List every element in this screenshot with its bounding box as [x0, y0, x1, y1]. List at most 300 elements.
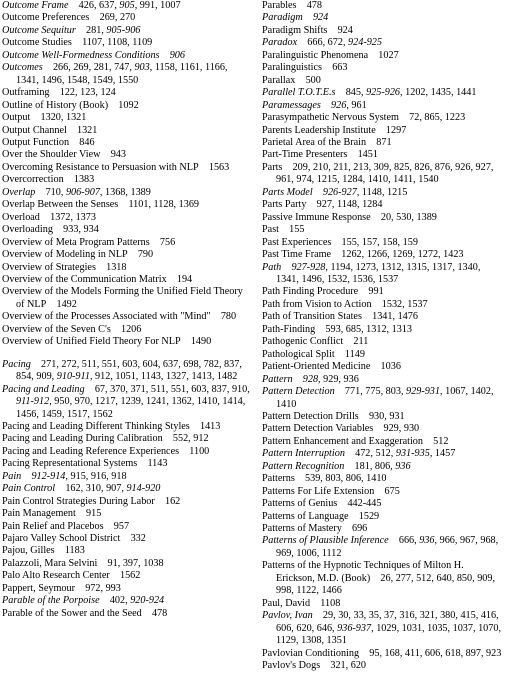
index-entry: [262, 386, 504, 411]
index-term: Parables: [262, 0, 297, 11]
index-entry: [2, 508, 250, 520]
page-ref: 1321: [76, 124, 98, 136]
page-ref: 663: [332, 62, 348, 74]
index-entry: [262, 199, 504, 211]
index-page-refs: [289, 224, 304, 235]
index-entry: [2, 483, 250, 495]
index-page-refs: [106, 262, 126, 273]
page-ref: 675: [384, 485, 400, 497]
index-page-refs: [303, 374, 359, 385]
index-page-refs: [138, 249, 153, 260]
index-entry: [2, 359, 250, 384]
page-ref: 1383: [73, 174, 95, 186]
page-ref: , 1158, 1161, 1166, 1341, 1496, 1548, 1549, 1550: [16, 62, 228, 86]
index-term: Output: [2, 112, 31, 124]
index-term: Paradigm Shifts: [262, 24, 328, 36]
index-term: Pathological Split: [262, 348, 335, 360]
page-ref: 972, 993: [85, 582, 121, 594]
index-entry: [262, 523, 504, 535]
index-page-refs: [345, 349, 365, 360]
page-ref: 903: [134, 62, 150, 74]
index-term: Parable of the Porpoise: [2, 595, 100, 607]
index-term: Pacing and Leading Different Thinking Styles: [2, 420, 190, 432]
index-entry: [2, 595, 250, 607]
index-term: Outcome Frame: [2, 0, 69, 11]
page-ref: 1490: [190, 336, 212, 348]
index-term: Overview of the Processes Associated with "Mind": [2, 311, 211, 323]
index-term: Paradigm: [262, 12, 303, 24]
index-entry: [262, 610, 504, 647]
index-page-refs: [355, 461, 411, 472]
index-term: Overview of Modeling in NLP: [2, 249, 128, 261]
page-ref: 1451: [357, 149, 378, 161]
index-page-refs: [381, 212, 437, 223]
page-ref: 426, 637,: [78, 0, 120, 11]
page-ref: 155: [289, 224, 305, 236]
index-term: Overview of Strategies: [2, 261, 96, 273]
index-page-refs: [369, 411, 405, 422]
index-entry: [262, 411, 504, 423]
page-ref: 710,: [45, 186, 66, 198]
index-entry: [2, 50, 250, 62]
page-ref: 478: [151, 607, 168, 619]
index-term: Overcoming Resistance to Persuasion with NLP: [2, 161, 199, 173]
index-entry: [262, 100, 504, 112]
page-ref: 756: [159, 236, 176, 248]
index-page-refs: [409, 112, 465, 123]
page-ref: 1492: [56, 298, 77, 310]
page-ref: 155, 157, 158, 159: [341, 236, 418, 248]
index-page-refs: [16, 359, 242, 382]
page-ref: 1101, 1128, 1369: [128, 199, 200, 211]
page-ref: , 1067, 1402, 1410: [276, 386, 494, 410]
index-page-refs: [170, 50, 185, 61]
index-entries-left-top: [2, 0, 250, 349]
page-ref: 95, 168, 411, 606, 618, 897, 923: [369, 647, 502, 659]
page-ref: 910-911: [56, 371, 90, 383]
index-entry: [2, 608, 250, 620]
page-ref: 162: [164, 495, 181, 507]
index-page-refs: [358, 149, 378, 160]
index-entry: [262, 374, 504, 386]
index-term: Outcome Preferences: [2, 12, 90, 24]
index-page-refs: [378, 50, 398, 61]
index-entry: [2, 311, 250, 323]
index-page-refs: [118, 100, 138, 111]
index-term: Pacing and Leading During Calibration: [2, 433, 163, 445]
index-term: Pain Control Strategies During Labor: [2, 495, 155, 507]
index-page-refs: [79, 0, 181, 11]
page-ref: 500: [305, 74, 321, 86]
index-entry: [2, 62, 250, 87]
index-term: Outcome Studies: [2, 37, 72, 49]
index-entry: [2, 87, 250, 99]
index-term: Path of Transition States: [262, 311, 362, 323]
page-ref: 771, 775, 803,: [344, 386, 407, 398]
index-term: Pajou, Gilles: [2, 545, 55, 557]
index-entry: [2, 324, 250, 336]
index-page-refs: [120, 570, 140, 581]
index-page-refs: [110, 595, 164, 606]
index-entry: [2, 199, 250, 211]
page-ref: 911-912: [16, 396, 50, 408]
index-entry: [2, 521, 250, 533]
index-page-refs: [85, 583, 121, 594]
page-ref: 1100: [189, 445, 210, 457]
index-entry: [262, 25, 504, 37]
index-term: Outframing: [2, 87, 50, 99]
index-entry: [2, 336, 250, 348]
page-ref: 924: [337, 24, 353, 36]
page-ref: 1318: [106, 261, 127, 273]
page-ref: 1563: [208, 161, 230, 173]
index-entry: [262, 361, 504, 373]
index-term: Output Channel: [2, 124, 67, 136]
index-term: Path Finding Procedure: [262, 286, 359, 298]
index-entry: [262, 87, 504, 99]
page-ref: 266, 269, 281, 747,: [52, 62, 135, 74]
index-term: Overlap Between the Senses: [2, 199, 119, 211]
index-entry: [2, 187, 250, 199]
index-term: Patterns of Genius: [262, 498, 338, 510]
index-entry: [262, 286, 504, 298]
page-ref: 780: [220, 311, 237, 323]
page-ref: 906: [169, 49, 185, 61]
index-term: Pajaro Valley School District: [2, 533, 121, 545]
page-ref: 122, 123, 124: [59, 87, 116, 99]
index-page-refs: [382, 299, 428, 310]
index-page-refs: [306, 75, 321, 86]
index-term: Path from Vision to Action: [262, 298, 372, 310]
page-ref: 920-924: [130, 595, 165, 607]
index-term: Past Experiences: [262, 236, 332, 248]
page-ref: 924: [312, 12, 329, 24]
page-ref: 924-925: [348, 37, 382, 49]
index-term: Parts Model: [262, 186, 313, 198]
page-ref: 67, 370, 371, 511, 551, 603, 837, 910,: [94, 383, 250, 395]
page-ref: 20, 530, 1389: [380, 211, 437, 223]
index-entry: [2, 12, 250, 24]
page-ref: 991: [368, 286, 384, 298]
index-term: Palo Alto Research Center: [2, 570, 110, 582]
index-term: Overlap: [2, 186, 36, 198]
index-entry: [262, 162, 504, 187]
index-page-refs: [386, 125, 406, 136]
page-ref: 926: [331, 99, 347, 111]
page-ref: 905: [119, 0, 135, 11]
index-page-refs: [276, 162, 493, 185]
index-entry: [2, 286, 250, 311]
index-page-refs: [114, 521, 129, 532]
index-term: Paralinguistics: [262, 62, 322, 74]
index-term: Pattern Recognition: [262, 460, 345, 472]
index-entry: [2, 249, 250, 261]
index-term: Outcome Well-Formedness Conditions: [2, 49, 160, 61]
index-page-refs: [346, 87, 477, 98]
index-entry: [262, 535, 504, 560]
page-ref: 871: [376, 136, 392, 148]
index-term: Parts: [262, 161, 283, 173]
index-term: Parents Leadership Institute: [262, 124, 376, 136]
index-entry: [262, 149, 504, 161]
page-ref: 512: [433, 435, 449, 447]
index-entry: [262, 598, 504, 610]
index-entry: [2, 212, 250, 224]
index-term: Overview of the Communication Matrix: [2, 273, 167, 285]
index-entry: [262, 486, 504, 498]
index-entry: [262, 50, 504, 62]
index-entry: [2, 262, 250, 274]
index-page-refs: [77, 125, 97, 136]
index-entry: [262, 648, 504, 660]
index-entry: [262, 12, 504, 24]
index-term: Paralinguistic Phenomena: [262, 49, 369, 61]
index-page-refs: [332, 62, 347, 73]
page-ref: 666, 672,: [307, 37, 349, 49]
index-page-refs: [63, 224, 99, 235]
index-page-refs: [74, 174, 94, 185]
page-ref: 26, 277, 512, 640, 850, 909, 998, 1122, 1466: [276, 572, 496, 597]
index-entry: [262, 212, 504, 224]
index-term: Overloading: [2, 224, 53, 236]
index-term: Pain Relief and Placebos: [2, 520, 104, 532]
index-entry: [2, 100, 250, 112]
index-term: Part-Time Presenters: [262, 149, 348, 161]
index-page-refs: [173, 433, 209, 444]
index-entry: [262, 560, 504, 597]
page-ref: 1262, 1266, 1269, 1272, 1423: [341, 249, 464, 261]
page-ref: 906-907: [65, 186, 100, 198]
page-ref: 402,: [109, 595, 131, 607]
page-ref: 271, 272, 511, 551, 603, 604, 637, 698, 782, 837, 854, 909,: [16, 358, 242, 383]
index-page-refs: [86, 25, 140, 36]
index-term: Pacing and Leading Reference Experiences: [2, 445, 180, 457]
index-term: Path-Finding: [262, 323, 316, 335]
index-entry: [2, 149, 250, 161]
index-page-refs: [191, 336, 211, 347]
index-term: Path: [262, 261, 282, 273]
page-ref: 91, 397, 1038: [107, 557, 164, 569]
index-page-refs: [41, 112, 87, 123]
page-ref: 1529: [358, 510, 380, 522]
index-entry: [2, 458, 250, 470]
page-ref: 1027: [378, 49, 399, 61]
page-ref: 442-445: [347, 498, 382, 510]
index-page-refs: [325, 324, 412, 335]
index-page-refs: [320, 598, 340, 609]
page-ref: 1107, 1108, 1109: [82, 37, 153, 49]
index-page-refs: [65, 545, 85, 556]
index-page-refs: [338, 25, 353, 36]
index-term: Patterns of the Hypnotic Techniques of Milton H. Erickson, M.D. (Book): [262, 560, 464, 584]
index-page-refs: [307, 0, 322, 11]
index-page-refs: [82, 37, 152, 48]
index-term: Patterns: [262, 473, 295, 485]
index-entry: [262, 237, 504, 249]
page-ref: , 912, 1051, 1143, 1327, 1413, 1482: [89, 371, 238, 383]
index-term: Pattern Detection Drills: [262, 410, 359, 422]
index-entry: [2, 433, 250, 445]
index-page-refs: [111, 149, 126, 160]
index-entry: [2, 125, 250, 137]
index-column-left: [2, 0, 250, 620]
index-term: Past: [262, 224, 279, 236]
page-ref: 1108: [320, 597, 341, 609]
index-term: Pattern: [262, 373, 293, 385]
index-entry: [262, 349, 504, 361]
page-ref: , 991, 1007: [134, 0, 181, 11]
index-term: Pavlov's Dogs: [262, 660, 321, 672]
index-entries-left-bottom: [2, 359, 250, 621]
index-page-refs: [189, 446, 209, 457]
page-ref: 1413: [199, 420, 221, 432]
page-ref: 696: [351, 523, 368, 535]
page-ref: 846: [79, 136, 95, 148]
index-page-refs: [305, 473, 387, 484]
index-term: Parts Party: [262, 199, 307, 211]
page-ref: , 950, 970, 1217, 1239, 1241, 1362, 1410, 1414, 1456, 1459, 1517, 1562: [16, 396, 246, 420]
page-ref: 933, 934: [63, 224, 99, 236]
index-page-refs: [121, 324, 141, 335]
index-term: Overcorrection: [2, 174, 64, 186]
index-page-refs: [152, 608, 167, 619]
index-page-refs: [347, 498, 381, 509]
index-page-refs: [369, 648, 501, 659]
index-entry: [262, 448, 504, 460]
index-term: Parietal Area of the Brain: [262, 136, 367, 148]
index-page-refs: [372, 311, 418, 322]
index-term: Outcome Sequitur: [2, 24, 76, 36]
index-entry: [262, 37, 504, 49]
index-term: Patterns of Mastery: [262, 523, 342, 535]
page-ref: 845,: [345, 87, 367, 99]
page-ref: 912-914: [31, 470, 66, 482]
index-page-refs: [307, 37, 382, 48]
index-entry: [262, 299, 504, 311]
index-term: Parasympathetic Nervous System: [262, 112, 399, 124]
index-entry: [2, 274, 250, 286]
index-entry: [262, 249, 504, 261]
page-ref: 478: [306, 0, 322, 11]
page-ref: 914-920: [126, 483, 161, 495]
index-term: Pacing Representational Systems: [2, 458, 138, 470]
index-entry: [262, 324, 504, 336]
index-entry: [262, 125, 504, 137]
page-ref: 1092: [118, 99, 139, 111]
index-entry: [262, 436, 504, 448]
index-term: Pacing: [2, 358, 31, 370]
page-ref: , 1368, 1389: [99, 186, 151, 198]
index-page-refs: [108, 558, 164, 569]
index-entry: [2, 37, 250, 49]
index-entry: [262, 498, 504, 510]
index-entry: [2, 174, 250, 186]
index-term: Pacing and Leading: [2, 383, 85, 395]
index-page-refs: [221, 311, 236, 322]
page-ref: , 961: [346, 99, 367, 111]
index-term: Patient-Oriented Medicine: [262, 361, 371, 373]
index-page-refs: [330, 660, 366, 671]
index-term: Overview of the Models Forming the Unified Field Theory of NLP: [2, 286, 243, 310]
index-page-refs: [86, 508, 101, 519]
index-page-refs: [209, 162, 229, 173]
index-entry: [262, 511, 504, 523]
index-page-refs: [317, 199, 383, 210]
page-ref: 1183: [64, 545, 85, 557]
index-entry: [2, 237, 250, 249]
index-term: Palazzoli, Mara Selvini: [2, 557, 98, 569]
index-term: Pattern Detection: [262, 386, 335, 398]
page-ref: 1341, 1476: [372, 311, 418, 323]
index-term: Passive Immune Response: [262, 211, 371, 223]
page-ref: 936: [419, 535, 435, 547]
page-ref: 1562: [119, 570, 141, 582]
index-page-refs: [353, 336, 368, 347]
page-ref: 209, 210, 211, 213, 309, 825, 826, 876, 926, 927, 961, 974, 1215, 1284, 1410, 1411, 1540: [276, 161, 494, 186]
index-term: Overview of Meta Program Patterns: [2, 236, 150, 248]
index-page-refs: [323, 187, 408, 198]
index-entry: [262, 423, 504, 435]
index-page-refs: [341, 249, 463, 260]
page-ref: 181, 806,: [354, 460, 396, 472]
index-page-refs: [355, 448, 455, 459]
index-page-refs: [359, 511, 379, 522]
page-ref: 194: [176, 273, 193, 285]
index-entries-right: [262, 0, 504, 672]
index-entry: [262, 62, 504, 74]
index-page-refs: [147, 458, 167, 469]
index-term: Pathogenic Conflict: [262, 336, 344, 348]
index-entry: [2, 583, 250, 595]
page-ref: 928: [302, 373, 319, 385]
index-term: Pain: [2, 470, 22, 482]
page-ref: 927-928: [291, 261, 326, 273]
page-ref: 929-931: [406, 386, 440, 398]
index-entry: [262, 336, 504, 348]
index-page-refs: [65, 483, 160, 494]
page-ref: 931-935: [395, 448, 430, 460]
index-term: Output Function: [2, 136, 70, 148]
page-ref: 925-926: [366, 87, 401, 99]
page-ref: 1320, 1321: [40, 112, 87, 124]
page-ref: 790: [137, 249, 154, 261]
page-ref: , 1202, 1435, 1441: [400, 87, 477, 99]
page-ref: 1149: [344, 348, 365, 360]
index-column-right: [262, 0, 504, 672]
index-term: Paradox: [262, 37, 298, 49]
index-entry: [262, 0, 504, 12]
index-page-refs: [383, 423, 419, 434]
page-ref: , 929, 936: [318, 373, 359, 385]
index-page-refs: [16, 62, 228, 85]
index-entry: [262, 262, 504, 287]
index-entry: [2, 533, 250, 545]
index-term: Past Time Frame: [262, 249, 332, 261]
index-term: Pappert, Seymour: [2, 582, 75, 594]
page-ref: , 1194, 1273, 1312, 1315, 1317, 1340, 1341, 1496, 1532, 1536, 1537: [276, 261, 481, 285]
index-page-refs: [342, 237, 418, 248]
page-ref: 472, 512,: [355, 448, 396, 460]
index-term: Parallax: [262, 74, 296, 86]
page-ref: 930, 931: [368, 410, 405, 422]
index-entry: [2, 446, 250, 458]
index-term: Parallel T.O.T.E.s: [262, 87, 336, 99]
index-term: Pavlov, Ivan: [262, 610, 313, 622]
index-page-refs: [79, 137, 94, 148]
page-ref: 929, 930: [383, 423, 420, 435]
index-term: Outline of History (Book): [2, 99, 109, 111]
index-page-refs: [100, 12, 136, 23]
